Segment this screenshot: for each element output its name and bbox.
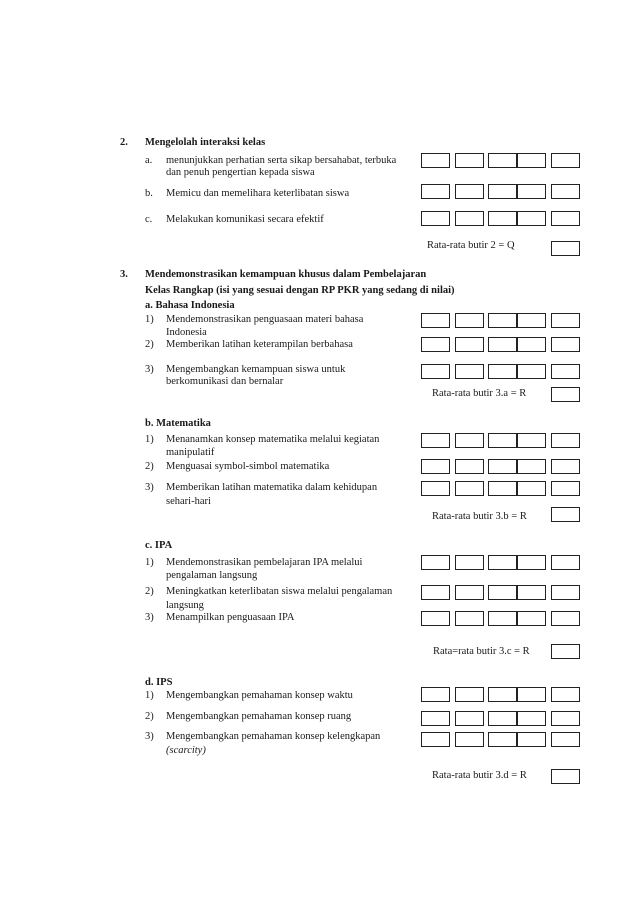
average-label: Rata-rata butir 3.d = R: [432, 770, 527, 781]
subsection-title: b. Matematika: [145, 418, 211, 429]
item-marker: 2): [145, 586, 154, 597]
item-text: Mendemonstrasikan penguasaan materi bahasa: [166, 314, 364, 325]
item-marker: 1): [145, 690, 154, 701]
item-text: Menampilkan penguasaan IPA: [166, 612, 295, 623]
item-marker: 3): [145, 731, 154, 742]
subsection-title: a. Bahasa Indonesia: [145, 300, 235, 311]
item-marker: 3): [145, 482, 154, 493]
item-marker: 1): [145, 314, 154, 325]
item-text: Mengembangkan pemahaman konsep kelengkapan: [166, 731, 381, 742]
item-text: pengalaman langsung: [166, 570, 258, 581]
item-text: Indonesia: [166, 327, 207, 338]
item-text: Memberikan latihan matematika dalam kehidupan: [166, 482, 378, 493]
item-text: Menguasai symbol-simbol matematika: [166, 461, 330, 472]
average-box-3c[interactable]: [551, 644, 580, 659]
subsection-title: d. IPS: [145, 677, 173, 688]
item-marker: 2): [145, 461, 154, 472]
item-text: Melakukan komunikasi secara efektif: [166, 214, 324, 225]
average-box-3d[interactable]: [551, 769, 580, 784]
section-3-subtitle: Kelas Rangkap (isi yang sesuai dengan RP PKR yang sedang di nilai): [145, 285, 455, 296]
item-text: Memberikan latihan keterampilan berbahasa: [166, 339, 353, 350]
average-label: Rata-rata butir 3.a = R: [432, 388, 527, 399]
section-2-title: Mengelolah interaksi kelas: [145, 137, 266, 148]
item-marker: 3): [145, 612, 154, 623]
item-marker: a.: [145, 155, 153, 166]
average-label: Rata-rata butir 3.b = R: [432, 511, 527, 522]
item-marker: 1): [145, 557, 154, 568]
item-marker: b.: [145, 188, 153, 199]
item-text: manipulatif: [166, 447, 215, 458]
section-2-number: 2.: [120, 137, 128, 148]
item-text: Mengembangkan pemahaman konsep ruang: [166, 711, 352, 722]
item-text: menunjukkan perhatian serta sikap bersahabat, terbuka: [166, 155, 397, 166]
item-marker: 3): [145, 364, 154, 375]
item-text: dan penuh pengertian kepada siswa: [166, 167, 315, 178]
item-text: berkomunikasi dan bernalar: [166, 376, 284, 387]
section-3-title: Mendemonstrasikan kemampuan khusus dalam Pembelajaran: [145, 269, 427, 280]
item-text: Mengembangkan kemampuan siswa untuk: [166, 364, 346, 375]
item-marker: 1): [145, 434, 154, 445]
item-text: (scarcity): [166, 745, 206, 756]
item-text: sehari-hari: [166, 496, 211, 507]
average-box-3a[interactable]: [551, 387, 580, 402]
subsection-title: c. IPA: [145, 540, 173, 551]
item-text: Meningkatkan keterlibatan siswa melalui pengalaman: [166, 586, 393, 597]
item-text: Memicu dan memelihara keterlibatan siswa: [166, 188, 350, 199]
average-box-3b[interactable]: [551, 507, 580, 522]
average-box-2[interactable]: [551, 241, 580, 256]
item-marker: 2): [145, 711, 154, 722]
item-marker: 2): [145, 339, 154, 350]
item-text: Mendemonstrasikan pembelajaran IPA melalui: [166, 557, 363, 568]
item-text: langsung: [166, 600, 204, 611]
item-text: Mengembangkan pemahaman konsep waktu: [166, 690, 353, 701]
average-label: Rata-rata butir 2 = Q: [427, 240, 515, 251]
item-text: Menanamkan konsep matematika melalui kegiatan: [166, 434, 380, 445]
item-marker: c.: [145, 214, 153, 225]
average-label: Rata=rata butir 3.c = R: [433, 646, 530, 657]
section-3-number: 3.: [120, 269, 128, 280]
